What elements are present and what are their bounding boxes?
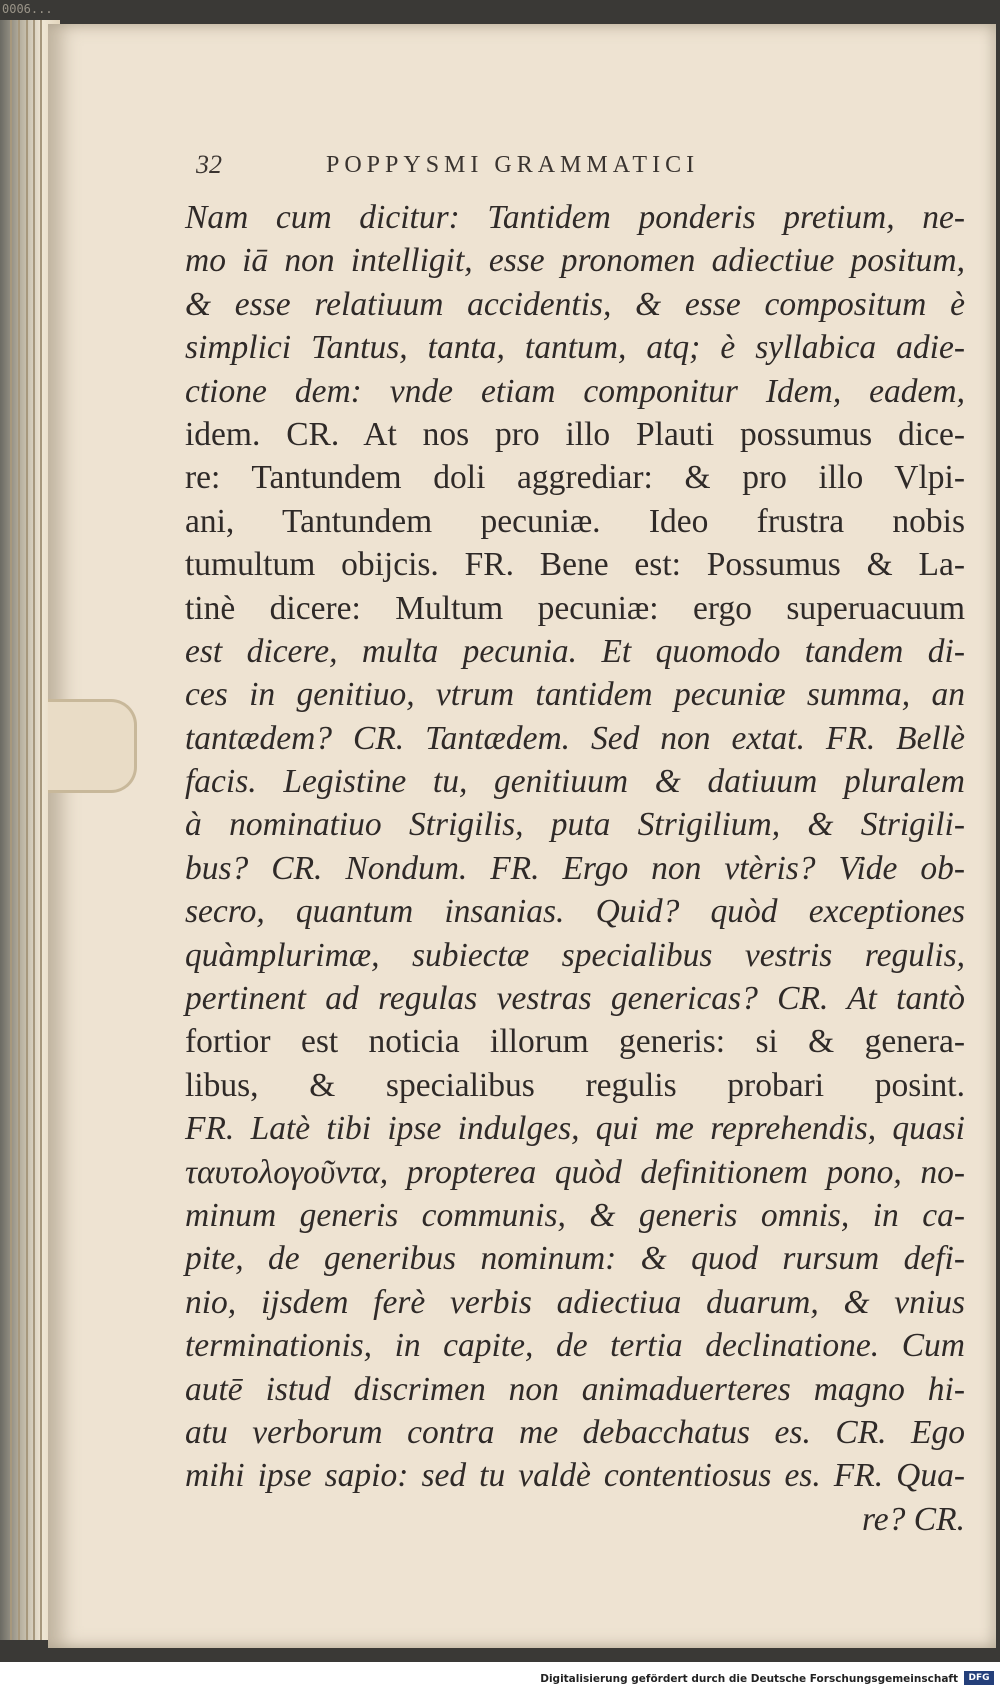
running-head — [196, 150, 836, 184]
text-block — [185, 196, 965, 1541]
scan-id: 0006... — [2, 2, 53, 16]
text-line: tantædem? CR. Tantædem. Sed non extat. FR. Bellè — [185, 719, 965, 757]
text-line: tinè dicere: Multum pecuniæ: ergo superuacuum — [185, 589, 965, 627]
text-line: libus, & specialibus regulis probari posint. — [185, 1066, 965, 1104]
text-line: pertinent ad regulas vestras genericas? CR. At tantò — [185, 980, 965, 1018]
text-line: minum generis communis, & generis omnis, in ca- — [185, 1196, 965, 1234]
text-line: tumultum obijcis. FR. Bene est: Possumus & La- — [185, 546, 965, 584]
text-line: & esse relatiuum accidentis, & esse compositum è — [185, 285, 965, 323]
text-line: idem. CR. At nos pro illo Plauti possumus dice- — [185, 415, 965, 453]
text-line: ctione dem: vnde etiam componitur Idem, eadem, — [185, 372, 965, 410]
text-line: quàmplurimæ, subiectæ specialibus vestris regulis, — [185, 936, 965, 974]
text-line: terminationis, in capite, de tertia declinatione. Cum — [185, 1327, 965, 1365]
text-line: re: Tantundem doli aggrediar: & pro illo Vlpi- — [185, 459, 965, 497]
text-line: mo iā non intelligit, esse pronomen adiectiue positum, — [185, 242, 965, 280]
text-line: pite, de generibus nominum: & quod rursum defi- — [185, 1240, 965, 1278]
funding-credit: Digitalisierung gefördert durch die Deutsche Forschungsgemeinschaft — [540, 1673, 958, 1685]
dfg-logo: DFG — [964, 1671, 994, 1685]
text-line: à nominatiuo Strigilis, puta Strigilium, & Strigili- — [185, 806, 965, 844]
text-line: Nam cum dicitur: Tantidem ponderis pretium, ne- — [185, 199, 965, 236]
text-line: facis. Legistine tu, genitiuum & datiuum pluralem — [185, 763, 965, 801]
text-line: est dicere, multa pecunia. Et quomodo tandem di- — [185, 632, 965, 670]
page-number: 32 — [196, 150, 222, 179]
running-title: POPPYSMI GRAMMATICI — [326, 152, 700, 178]
clasp-mark — [48, 699, 137, 793]
text-line: secro, quantum insanias. Quid? quòd exceptiones — [185, 893, 965, 931]
text-line: simplici Tantus, tanta, tantum, atq; è syllabica adie- — [185, 329, 965, 367]
text-line: bus? CR. Nondum. FR. Ergo non vtèris? Vide ob- — [185, 849, 965, 887]
text-line: nio, ijsdem ferè verbis adiectiua duarum, & vnius — [185, 1283, 965, 1321]
text-line: atu verborum contra me debacchatus es. CR. Ego — [185, 1413, 965, 1451]
text-line: ταυτολογοῦντα, propterea quòd definitionem pono, no- — [185, 1153, 965, 1191]
text-line: FR. Latè tibi ipse indulges, qui me reprehendis, quasi — [185, 1110, 965, 1148]
text-line: re? CR. — [862, 1500, 965, 1538]
text-line: ani, Tantundem pecuniæ. Ideo frustra nobis — [185, 502, 965, 540]
text-line: mihi ipse sapio: sed tu valdè contentiosus es. FR. Qua- — [185, 1457, 965, 1495]
text-line: fortior est noticia illorum generis: si & genera- — [185, 1023, 965, 1061]
text-line: ces in genitiuo, vtrum tantidem pecuniæ summa, an — [185, 676, 965, 714]
text-line: autē istud discrimen non animaduerteres magno hi- — [185, 1370, 965, 1408]
footer — [0, 1662, 1000, 1692]
